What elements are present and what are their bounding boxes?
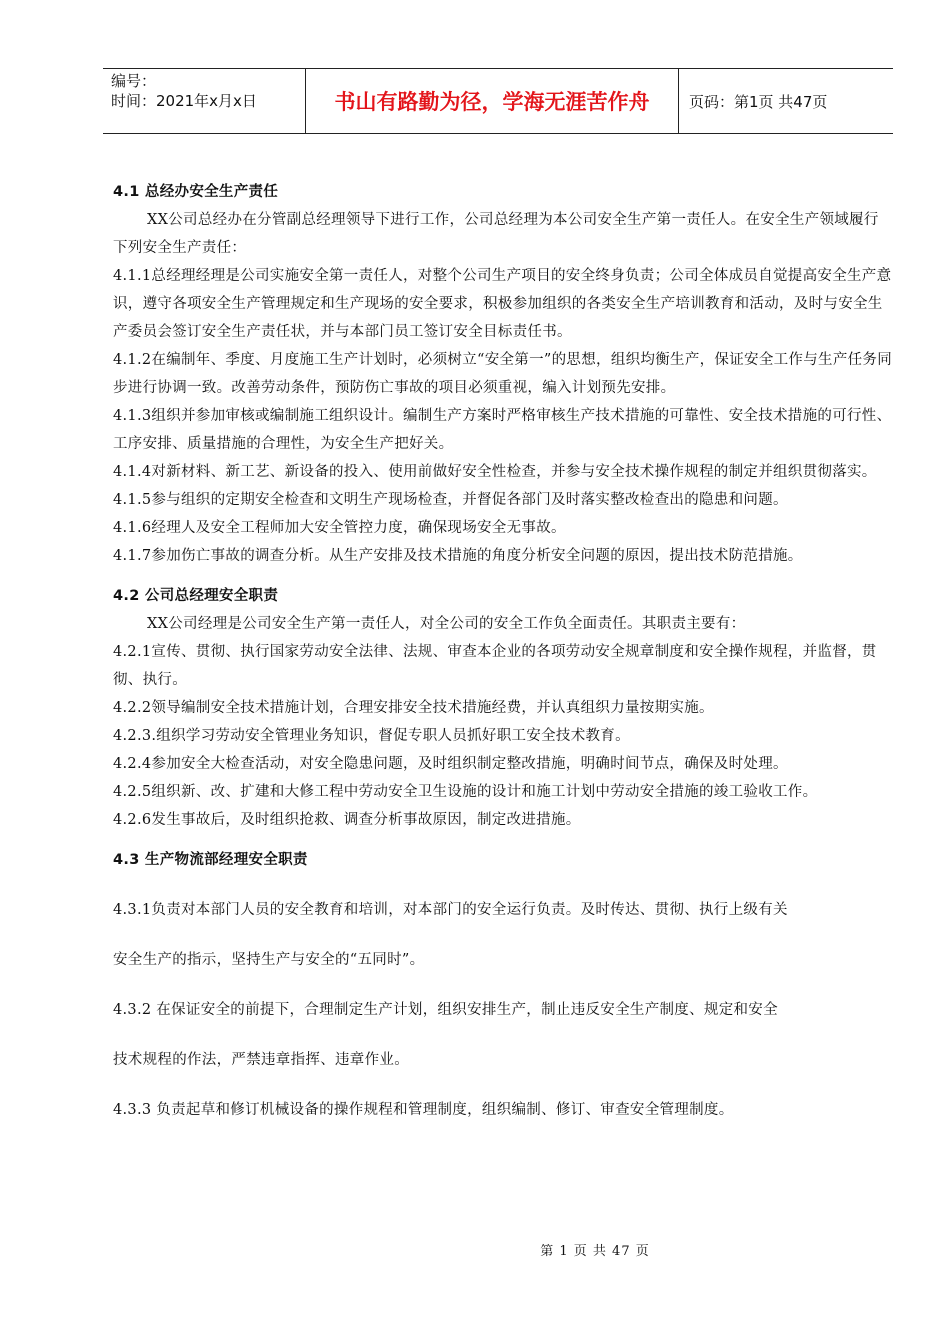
time-label: 时间：2021年x月x日 [111,92,257,110]
document-body [113,178,893,1146]
page-code: 页码：第1页 共47页 [689,92,828,111]
list-item: 4.1.3组织并参加审核或编制施工组织设计。编制生产方案时严格审核生产技术措施的可靠性、安全技术措施的可行性、工序安排、质量措施的合理性，为安全生产把好关。 [113,408,892,452]
section-heading: 4.1 总经办安全生产责任 [113,184,279,200]
list-item: 4.1.6经理人及安全工程师加大安全管控力度，确保现场安全无事故。 [113,520,566,536]
list-item: 4.2.2领导编制安全技术措施计划，合理安排安全技术措施经费，并认真组织力量按期实施。 [113,700,714,716]
section-4-3 [113,846,893,1124]
section-intro: XX公司总经办在分管副总经理领导下进行工作，公司总经理为本公司安全生产第一责任人。在安全生产领域履行下列安全生产责任： [113,212,879,256]
text-line: 4.3.2 在保证安全的前提下，合理制定生产计划，组织安排生产，制止违反安全生产制度、规定和安全 [113,1002,778,1018]
list-item: 4.1.2在编制年、季度、月度施工生产计划时，必须树立“安全第一”的思想，组织均衡生产，保证安全工作与生产任务同步进行协调一致。改善劳动条件，预防伤亡事故的项目必须重视，编入计划预先安排。 [113,352,893,396]
document-header [103,68,893,134]
footer-page-number: 第 1 页 共 47 页 [540,1244,650,1259]
header-meta [103,69,305,133]
text-line: 技术规程的作法，严禁违章指挥、违章作业。 [113,1052,409,1068]
text-line: 4.3.1负责对本部门人员的安全教育和培训，对本部门的安全运行负责。及时传达、贯彻、执行上级有关 [113,902,788,918]
section-heading: 4.2 公司总经理安全职责 [113,588,279,604]
text-line: 安全生产的指示，坚持生产与安全的“五同时”。 [113,952,425,968]
list-item: 4.2.3.组织学习劳动安全管理业务知识，督促专职人员抓好职工安全技术教育。 [113,728,630,744]
number-label: 编号： [111,72,157,90]
list-item: 4.2.5组织新、改、扩建和大修工程中劳动安全卫生设施的设计和施工计划中劳动安全措施的竣工验收工作。 [113,784,818,800]
page-footer [0,1240,950,1259]
section-heading: 4.3 生产物流部经理安全职责 [113,852,308,868]
motto: 书山有路勤为径，学海无涯苦作舟 [305,69,679,133]
list-item: 4.1.7参加伤亡事故的调查分析。从生产安排及技术措施的角度分析安全问题的原因，提出技术防范措施。 [113,548,803,564]
list-item: 4.2.1宣传、贯彻、执行国家劳动安全法律、法规、审查本企业的各项劳动安全规章制度和安全操作规程，并监督，贯彻、执行。 [113,644,877,688]
list-item: 4.1.1总经理经理是公司实施安全第一责任人，对整个公司生产项目的安全终身负责；公司全体成员自觉提高安全生产意识，遵守各项安全生产管理规定和生产现场的安全要求，积极参加组织的各类安全生产培训教育和活动，及时与安全生产委员会签订安全生产责任状，并与本部门员工签订安全目标责任书。 [113,268,892,340]
list-item: 4.2.4参加安全大检查活动，对安全隐患问题，及时组织制定整改措施，明确时间节点，确保及时处理。 [113,756,788,772]
list-item: 4.1.5参与组织的定期安全检查和文明生产现场检查，并督促各部门及时落实整改检查出的隐患和问题。 [113,492,788,508]
section-intro: XX公司经理是公司安全生产第一责任人，对全公司的安全工作负全面责任。其职责主要有： [147,616,746,632]
text-line: 4.3.3 负责起草和修订机械设备的操作规程和管理制度，组织编制、修订、审查安全管理制度。 [113,1102,734,1118]
list-item: 4.1.4对新材料、新工艺、新设备的投入、使用前做好安全性检查，并参与安全技术操作规程的制定并组织贯彻落实。 [113,464,877,480]
list-item: 4.2.6发生事故后，及时组织抢救、调查分析事故原因，制定改进措施。 [113,812,581,828]
